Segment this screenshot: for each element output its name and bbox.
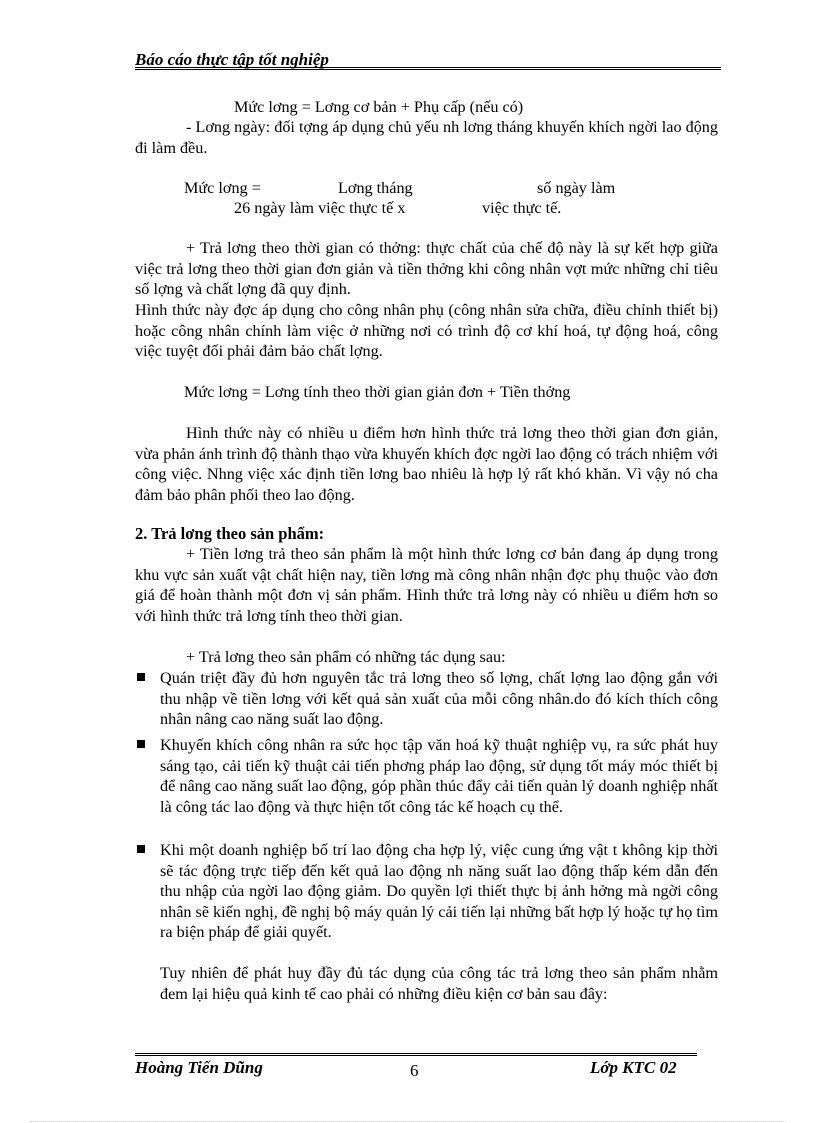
paragraph-piece-rate: + Tiền lơng trả theo sản phẩm là một hình thức lơng cơ bản đang áp dụng trong khu vực sản xuất vật chất hiện nay, tiền lơng mà công nhân nhận đợc phụ thuộc vào đơn giá để hoàn thành một đơn vị sản phẩm. Hình thức trả lơng này có nhiều u điểm hơn so với hình thức trả lơng tính theo thời gian. [135,545,718,625]
bullet-item: Khi một doanh nghiệp bố trí lao động cha hợp lý, việc cung ứng vật t không kịp thời sẽ tác động trực tiếp đến kết quả lao động nh năng suất lao động thấp kém dẫn đến thu nhập của ngời lao động giảm. Do quyền lợi thiết thực bị ảnh hởng mà ngời công nhân sẽ kiến nghị, đề nghị bộ máy quản lý cải tiến lại những bất hợp lý hoặc tự họ tìm ra biện pháp để giải quyết. [160,841,718,941]
page-break-divider [30,1121,786,1122]
page-number: 6 [410,1061,419,1080]
header-rule [135,67,721,70]
bullet-item: Quán triệt đầy đủ hơn nguyên tắc trả lơng theo số lợng, chất lợng lao động gắn với thu nhập về tiền lơng với kết quả sản xuất của mỗi công nhân.do đó kích thích công nhân nâng cao năng suất lao động. [160,669,718,728]
formula-salary: Mức lơng = Lơng cơ bản + Phụ cấp (nếu có) [234,98,524,116]
bullet-item: Khuyến khích công nhân ra sức học tập văn hoá kỹ thuật nghiệp vụ, ra sức phát huy sáng tạo, cải tiến kỹ thuật cải tiến phơng pháp lao động, sử dụng tốt máy móc thiết bị để nâng cao năng suất lao động, góp phần thúc đẩy cải tiến quản lý doanh nghiệp nhất là công tác lao động và thực hiện tốt công tác kế hoạch cụ thể. [160,736,718,816]
formula-daily-lhs: Mức lơng = [184,179,261,197]
page-header-title: Báo cáo thực tập tốt nghiệp [135,50,329,69]
footer-rule [135,1053,697,1056]
paragraph-daily-wage: - Lơng ngày: đối tợng áp dụng chủ yếu nh lơng tháng khuyến khích ngời lao động đi làm đều. [135,118,718,157]
paragraph-conditions: Tuy nhiên để phát huy đầy đủ tác dụng của công tác trả lơng theo sản phẩm nhằm đem lại hiệu quả kinh tế cao phải có những điều kiện cơ bản sau đây: [160,964,718,1003]
section-heading-piece-rate: 2. Trả lơng theo sản phẩm: [135,524,325,543]
formula-daily-work: việc thực tế. [482,199,562,217]
formula-daily-days: số ngày làm [537,179,616,197]
formula-bonus: Mức lơng = Lơng tính theo thời gian giản đơn + Tiền thởng [184,383,571,401]
footer-author: Hoàng Tiến Dũng [135,1058,263,1077]
bullet-marker [137,845,145,853]
paragraph-application: Hình thức này đợc áp dụng cho công nhân phụ (công nhân sửa chữa, điều chỉnh thiết bị) hoặc công nhân chính làm việc ở những nơi có trình độ cơ khí hoá, tự động hoá, công việc tuyệt đối phải đảm bảo chất lợng. [135,301,718,360]
footer-class: Lớp KTC 02 [590,1058,677,1077]
paragraph-effects-intro: + Trả lơng theo sản phẩm có những tác dụng sau: [186,648,506,666]
formula-daily-month: Lơng tháng [338,179,413,197]
bullet-marker [137,740,145,748]
formula-daily-denominator: 26 ngày làm việc thực tế x [234,199,406,217]
paragraph-time-bonus: + Trả lơng theo thời gian có thởng: thực chất của chế độ này là sự kết hợp giữa việc trả lơng theo thời gian đơn giản và tiền thởng khi công nhân vợt mức những chỉ tiêu số lợng và chất lợng đã quy định. [135,239,718,298]
bullet-marker [137,673,145,681]
paragraph-advantages: Hình thức này có nhiều u điểm hơn hình thức trả lơng theo thời gian đơn giản, vừa phản ánh trình độ thành thạo vừa khuyến khích đợc ngời lao động có trách nhiệm với công việc. Nhng việc xác định tiền lơng bao nhiêu là hợp lý rất khó khăn. Vì vậy nó cha đảm bảo phân phối theo lao động. [135,424,718,504]
